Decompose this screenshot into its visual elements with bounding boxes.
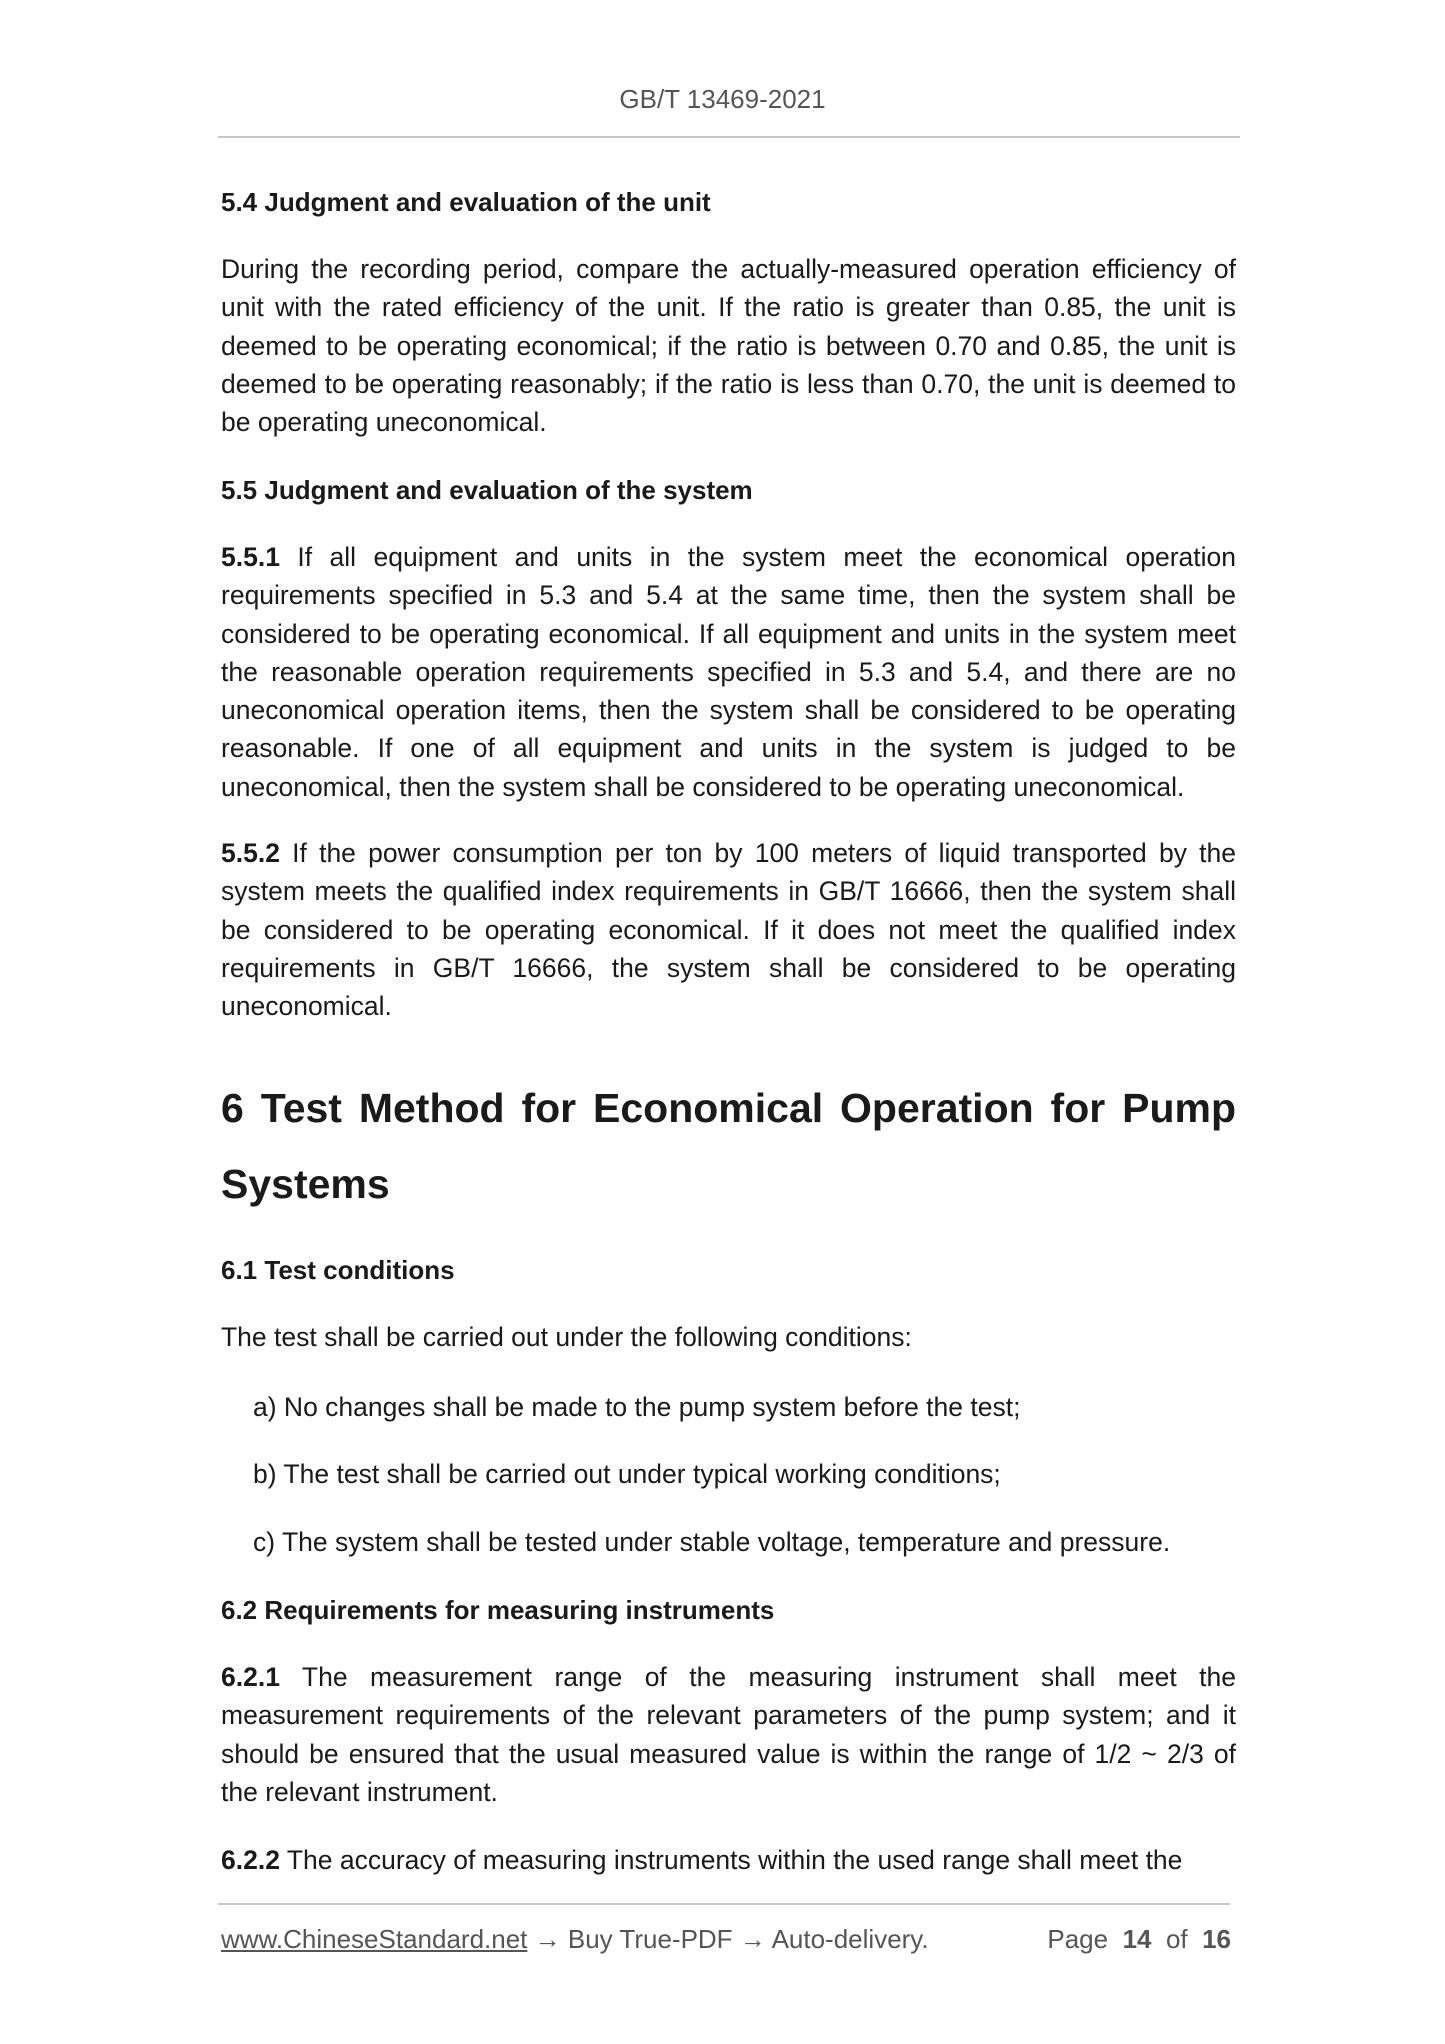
- list-item: b) The test shall be carried out under typical working conditions;: [253, 1459, 1001, 1489]
- clause-5-5-1: [221, 538, 1236, 806]
- chapter-6-title: 6 Test Method for Economical Operation for Pump Systems: [221, 1085, 1236, 1207]
- list-item: a) No changes shall be made to the pump system before the test;: [253, 1392, 1021, 1422]
- page-footer: [221, 1924, 1231, 1955]
- section-6-1-title: 6.1 Test conditions: [221, 1255, 455, 1285]
- clause-number: 6.2.1: [221, 1662, 280, 1692]
- section-5-5-title: 5.5 Judgment and evaluation of the system: [221, 475, 753, 505]
- section-6-1-intro: The test shall be carried out under the following conditions:: [221, 1322, 912, 1352]
- header-divider: [218, 136, 1240, 138]
- clause-text: The measurement range of the measuring instrument shall meet the measurement requirements of the relevant parameters of the pump system; and it should be ensured that the usual measured value is within the range of 1/2 ~ 2/3 of the relevant instrument.: [221, 1662, 1236, 1807]
- clause-6-2-1: [221, 1658, 1236, 1811]
- section-5-4-title: 5.4 Judgment and evaluation of the unit: [221, 187, 711, 217]
- footer-tagline: → Buy True-PDF → Auto-delivery.: [527, 1924, 929, 1954]
- clause-number: 5.5.2: [221, 838, 280, 868]
- section-5-4-text: During the recording period, compare the actually-measured operation efficiency of unit with the rated efficiency of the unit. If the ratio is greater than 0.85, the unit is deemed to be operating economical; if the ratio is between 0.70 and 0.85, the unit is deemed to be operating reasonably; if the ratio is less than 0.70, the unit is deemed to be operating uneconomical.: [221, 254, 1236, 438]
- clause-number: 6.2.2: [221, 1845, 280, 1875]
- clause-text: The accuracy of measuring instruments within the used range shall meet the: [279, 1845, 1183, 1875]
- page-number: Page 14 of 16: [1047, 1924, 1231, 1954]
- clause-5-5-2: [221, 834, 1236, 1025]
- current-page: 14: [1122, 1924, 1152, 1954]
- total-pages: 16: [1202, 1924, 1231, 1954]
- clause-6-2-2: [221, 1841, 1236, 1879]
- clause-text: If the power consumption per ton by 100 meters of liquid transported by the system meets the qualified index requirements in GB/T 16666, then the system shall be considered to be operating economical. If it does not meet the qualified index requirements in GB/T 16666, the system shall be considered to be operating uneconomical.: [221, 838, 1236, 1022]
- website-link[interactable]: www.ChineseStandard.net: [221, 1924, 528, 1954]
- list-item: c) The system shall be tested under stable voltage, temperature and pressure.: [253, 1527, 1171, 1557]
- clause-number: 5.5.1: [221, 542, 280, 572]
- clause-text: If all equipment and units in the system meet the economical operation requirements specified in 5.3 and 5.4 at the same time, then the system shall be considered to be operating economical. If all equipment and units in the system meet the reasonable operation requirements specified in 5.3 and 5.4, and there are no uneconomical operation items, then the system shall be considered to be operating reasonable. If one of all equipment and units in the system is judged to be uneconomical, then the system shall be considered to be operating uneconomical.: [221, 542, 1236, 802]
- page-header: GB/T 13469-2021: [619, 84, 826, 114]
- section-6-2-title: 6.2 Requirements for measuring instruments: [221, 1595, 775, 1625]
- footer-divider: [218, 1903, 1230, 1905]
